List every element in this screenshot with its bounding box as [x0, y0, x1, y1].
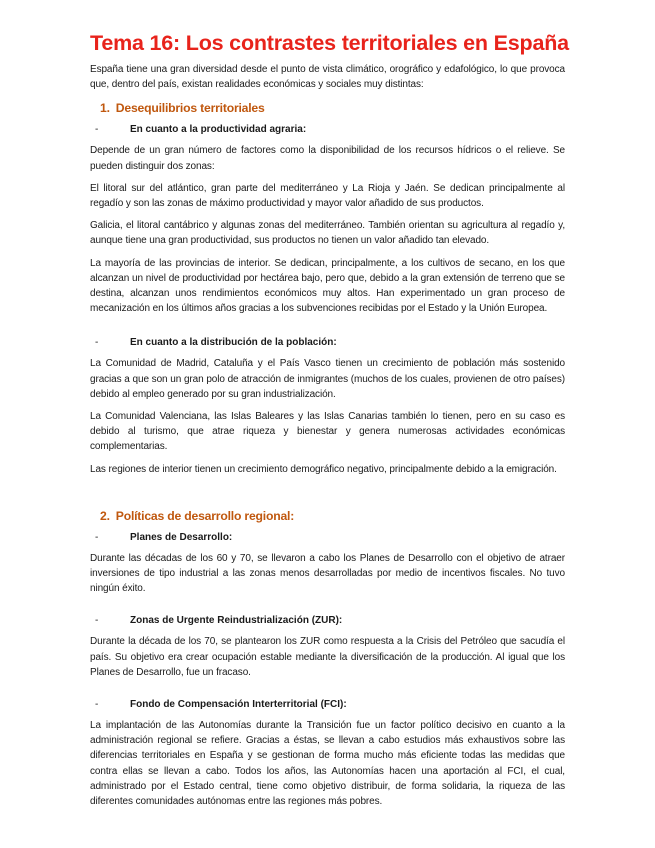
- subsection-heading: [90, 335, 565, 350]
- section-heading-2: [100, 508, 565, 524]
- paragraph: El litoral sur del atlántico, gran parte del mediterráneo y La Rioja y Jaén. Se dedican principalmente al regadío y son las zonas de máximo productividad y mayor valor añadido de sus productos.: [90, 182, 565, 210]
- bullet-dash: -: [95, 337, 99, 349]
- paragraph: Las regiones de interior tienen un crecimiento demográfico negativo, principalmente debido a la emigración.: [90, 463, 557, 475]
- paragraph: Durante las décadas de los 60 y 70, se llevaron a cabo los Planes de Desarrollo con el objetivo de atraer inversiones de tipo industrial a las zonas menos desarrolladas por medio de incentivos fiscales. No tuvo ningún éxito.: [90, 552, 565, 595]
- paragraph: Durante la década de los 70, se plantearon los ZUR como respuesta a la Crisis del Petróleo que sacudía el país. Su objetivo era crear ocupación estable mediante la diversificación de la producción. Al igual que los Planes de Desarrollo, fue un fracaso.: [90, 636, 565, 678]
- subsection-title: En cuanto a la distribución de la población:: [130, 337, 337, 349]
- subsection-title: En cuanto a la productividad agraria:: [130, 124, 307, 136]
- paragraph: Depende de un gran número de factores como la disponibilidad de los recursos hídricos o el relieve. Se pueden distinguir dos zonas:: [90, 145, 565, 172]
- subsection-title: Fondo de Compensación Interterritorial (FCI):: [130, 699, 347, 711]
- section-title: Desequilibrios territoriales: [115, 101, 265, 116]
- subsection-heading: [90, 530, 565, 545]
- paragraph: La Comunidad de Madrid, Cataluña y el País Vasco tienen un crecimiento de población más sostenido gracias a que son un gran polo de atracción de inmigrantes (muchos de los cuales, provienen de otro países) debido al empleo generado por su gran industrialización.: [90, 358, 565, 400]
- paragraph: La mayoría de las provincias de interior. Se dedican, principalmente, a los cultivos de secano, en los que alcanzan un nivel de productividad por hectárea bajo, pero que, debido a la gran extensión de terreno que se destina, alcanzan unos rendimientos económicos muy altos. Han experimentado un gran proceso de mecanización en los últimos años gracias a los subvenciones recibidas por el Estado y la Unión Europea.: [90, 257, 565, 315]
- section-title: Políticas de desarrollo regional:: [115, 508, 295, 523]
- paragraph: La implantación de las Autonomías durante la Transición fue un factor político decisivo en cuanto a la administración regional se refiere. Gracias a éstas, se llevan a cabo estudios más exhaustivos sobre las diferencias territoriales en España y se gestionan de forma mucho más eficiente todas las medidas que contra ellas se llevan a cabo. Todos los años, las Autonomías hacen una aportación al FCI, el cual, administrado por el Estado central, tiene como objetivo distribuir, de forma solidaria, la riqueza de las diferentes comunidades autónomas entre las regiones más pobres.: [90, 720, 565, 808]
- bullet-dash: -: [95, 615, 99, 627]
- paragraph: La Comunidad Valenciana, las Islas Baleares y las Islas Canarias también lo tienen, pero en su caso es debido al turismo, que atrae riqueza y bienestar y genera numerosas actividades económicas complementarias.: [90, 411, 565, 453]
- bullet-dash: -: [95, 531, 99, 543]
- bullet-dash: -: [95, 124, 99, 136]
- document-page: [90, 30, 569, 816]
- intro-paragraph: España tiene una gran diversidad desde el punto de vista climático, orográfico y edafológico, lo que provoca que, dentro del país, existan realidades económicas y sociales muy distintas:: [90, 64, 565, 91]
- page-title: Tema 16: Los contrastes territoriales en España: [90, 31, 569, 55]
- paragraph: Galicia, el litoral cantábrico y algunas zonas del mediterráneo. También orientan su agricultura al regadío y, aunque tiene una gran productividad, sus productos no tienen un valor añadido tan elevado.: [90, 220, 565, 247]
- subsection-heading: [90, 697, 565, 712]
- subsection-title: Zonas de Urgente Reindustrialización (ZUR):: [130, 615, 343, 627]
- bullet-dash: -: [95, 699, 99, 711]
- subsection-heading: [90, 613, 565, 628]
- section-number: 1.: [100, 101, 110, 116]
- subsection-heading: [90, 122, 565, 137]
- subsection-title: Planes de Desarrollo:: [130, 531, 233, 543]
- section-heading-1: [100, 100, 565, 116]
- section-number: 2.: [100, 508, 110, 523]
